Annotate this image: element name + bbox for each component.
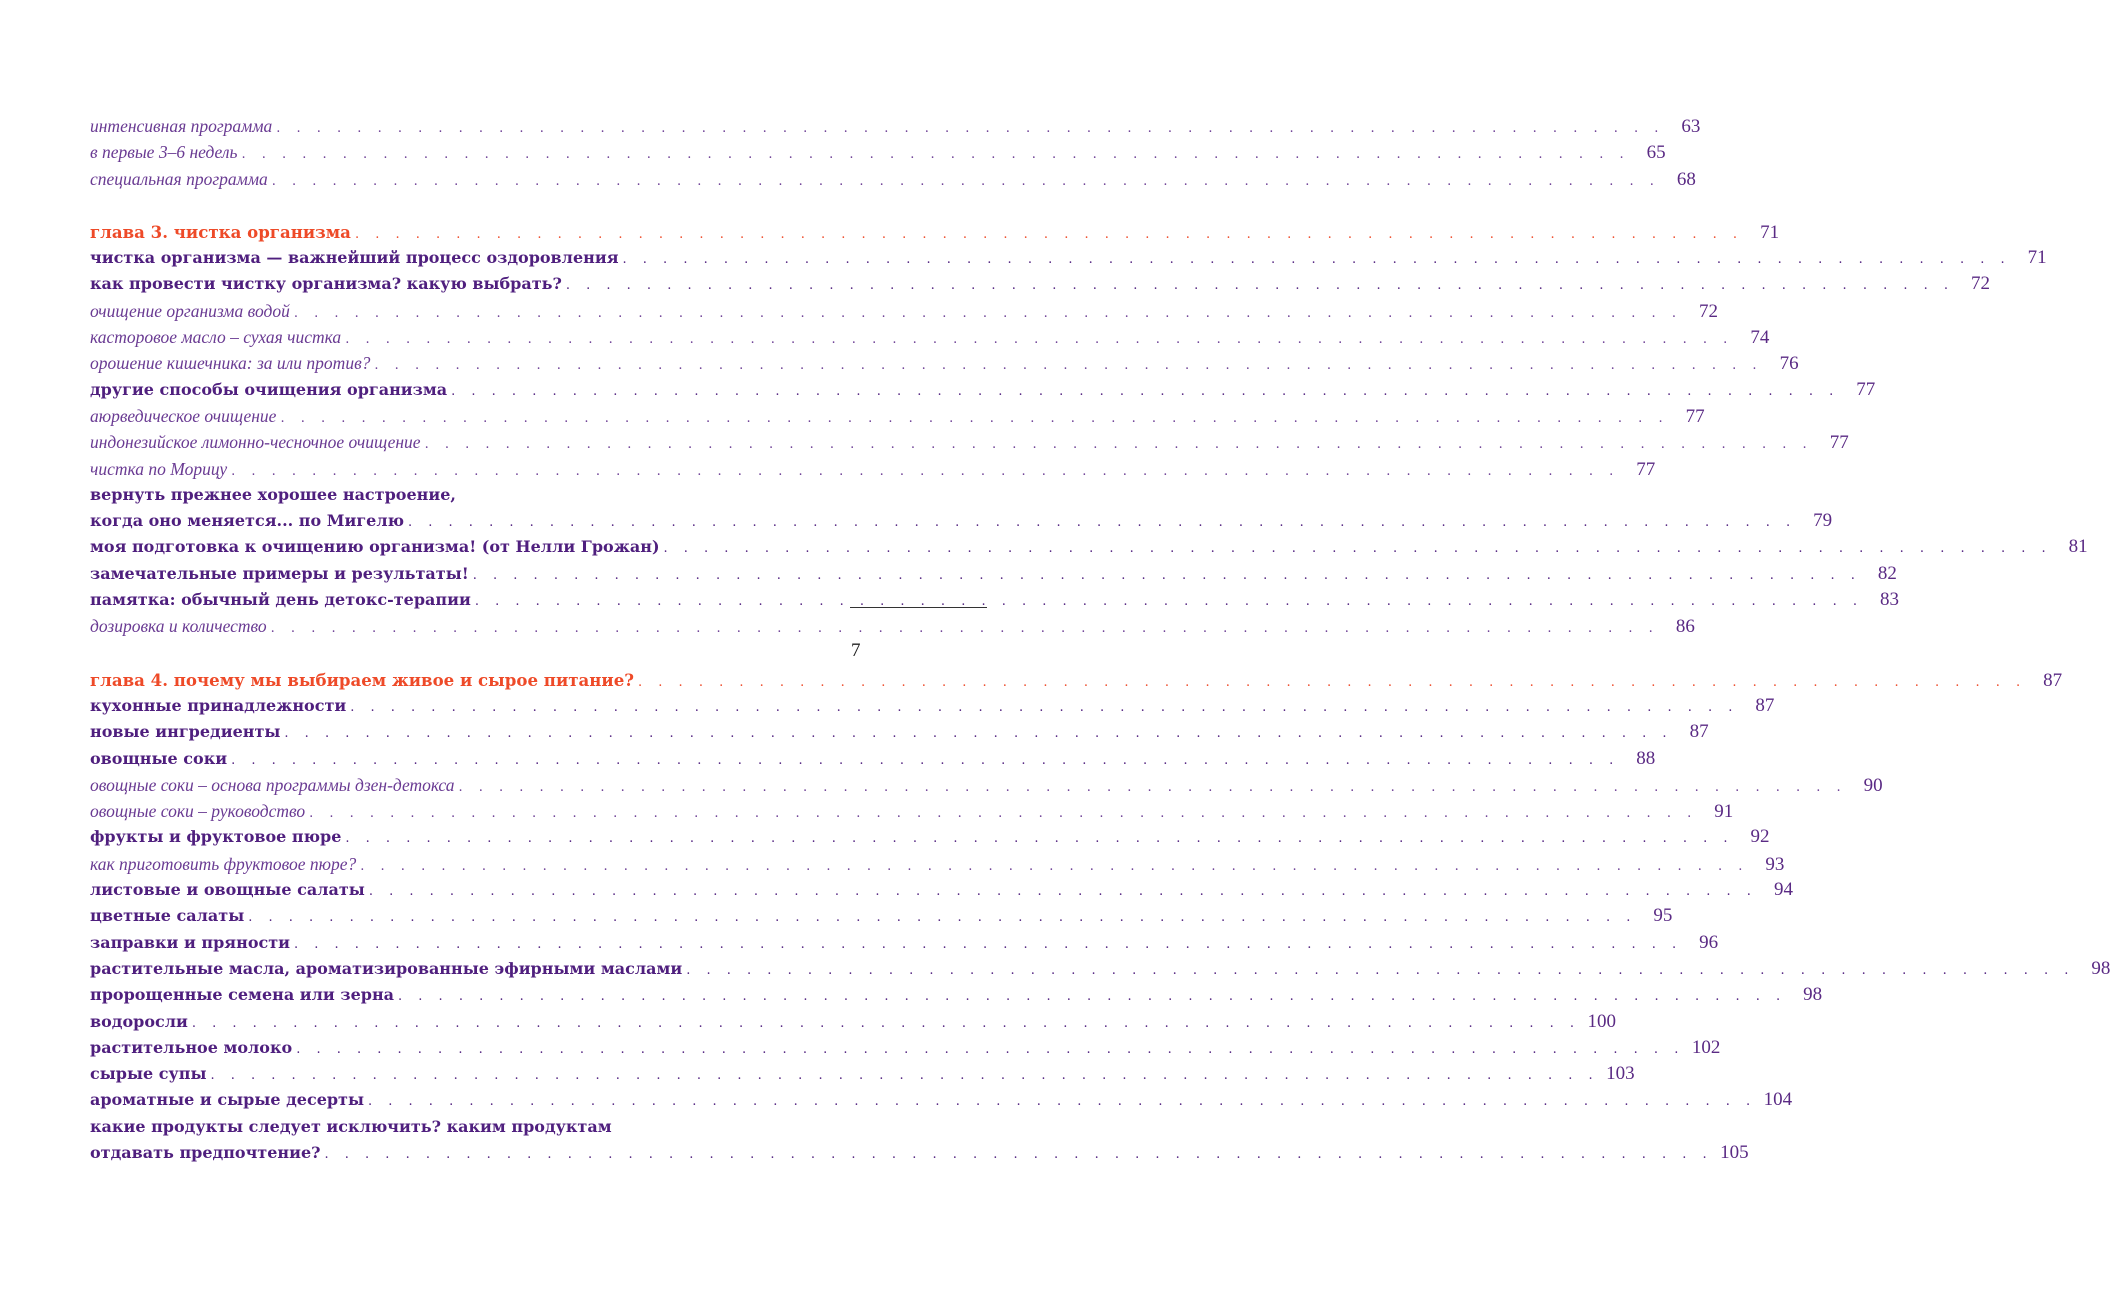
toc-entry-page: 77 [1636,458,1656,480]
toc-entry-page: 83 [1879,589,1899,611]
toc-entry[interactable] [90,482,798,508]
section-gap [90,640,798,667]
toc-entry-page: 86 [1675,616,1695,638]
toc-entry-page: 87 [1755,694,1775,716]
toc-entry-title: памятка: обычный день детокс-терапии [90,590,471,610]
dot-leader: . . . . . . . . . . . . . . . . . . . . . . . . . . . . . . . . . . . . . . . . . . . . . . . . . . . . . . . . . . . . . . . . . . . . . [374,358,1763,374]
toc-entry-title: интенсивная программа [90,116,273,136]
dot-leader: . . . . . . . . . . . . . . . . . . . . . . . . . . . . . . . . . . . . . . . . . . . . . . . . . . . . . . . . . . . . . . . . . . . . . [210,1068,1599,1084]
toc-entry[interactable] [90,693,1775,719]
toc-entry-title: касторовое масло – сухая чистка [90,327,342,348]
toc-entry-title: чистка организма — важнейший процесс оздоровления [90,248,619,268]
toc-entry-title: ароматные и сырые десерты [90,1090,365,1110]
toc-entry-page: 76 [1779,353,1799,375]
dot-leader: . . . . . . . . . . . . . . . . . . . . . . . . . . . . . . . . . . . . . . . . . . . . . . . . . . . . . . . . . . . . . . . . . . . . . [309,806,1698,822]
toc-entry-title: орошение кишечника: за или против? [90,353,371,374]
toc-entry-title: листовые и овощные салаты [90,880,365,900]
dot-leader: . . . . . . . . . . . . . . . . . . . . . . . . . . . . . . . . . . . . . . . . . . . . . . . . . . . . . . . . . . . . . . . . . . . . . [345,332,1734,348]
table-of-contents [90,113,2110,1166]
toc-entry-title: дозировка и количество [90,616,267,637]
toc-entry-page: 77 [1829,432,1849,454]
dot-leader: . . . . . . . . . . . . . . . . . . . . . . . . . . . . . . . . . . . . . . . . . . . . . . . . . . . . . . . . . . . . . . . . . . . . . [472,567,1861,583]
toc-entry[interactable] [90,534,2088,560]
toc-entry-title: глава 4. почему мы выбираем живое и сырое питание? [90,669,635,690]
toc-entry-page: 88 [1636,747,1656,769]
toc-entry-page: 105 [1720,1141,1749,1163]
toc-entry-title: глава 3. чистка организма [90,221,351,242]
dot-leader: . . . . . . . . . . . . . . . . . . . . . . . . . . . . . . . . . . . . . . . . . . . . . . . . . . . . . . . . . . . . . . . . . . . . . [451,383,1840,399]
dot-leader: . . . . . . . . . . . . . . . . . . . . . . . . . . . . . . . . . . . . . . . . . . . . . . . . . . . . . . . . . . . . . . . . . . . . . [284,726,1673,742]
toc-entry-title: очищение организма водой [90,300,290,321]
toc-entry-page: 104 [1763,1089,1793,1111]
dot-leader: . . . . . . . . . . . . . . . . . . . . . . . . . . . . . . . . . . . . . . . . . . . . . . . . . . . . . . . . . . . . . . . . . . . . . [270,621,1659,637]
toc-entry-page: 91 [1714,801,1734,823]
toc-entry[interactable] [90,403,1705,429]
toc-entry[interactable] [90,429,1849,455]
toc-entry-title: отдавать предпочтение? [90,1142,321,1162]
toc-entry-page: 87 [1689,721,1709,743]
toc-entry-page: 90 [1863,774,1883,796]
toc-entry-page: 103 [1606,1063,1635,1085]
toc-entry[interactable] [90,245,2047,271]
toc-entry[interactable] [90,587,1899,613]
toc-entry-page: 77 [1685,405,1705,427]
toc-entry-title: замечательные примеры и результаты! [90,563,469,583]
toc-entry[interactable] [90,1140,1749,1166]
toc-entry-title: заправки и пряности [90,932,291,952]
toc-entry-page: 71 [1760,221,1780,243]
toc-entry-title: пророщенные семена или зерна [90,985,395,1005]
toc-entry[interactable] [90,139,1666,165]
toc-entry-title: растительные масла, ароматизированные эфирными маслами [90,958,683,978]
toc-entry-page: 79 [1813,510,1833,532]
toc-entry[interactable] [90,1009,1617,1035]
toc-entry[interactable] [90,903,1673,929]
toc-entry-title: растительное молоко [90,1037,293,1057]
toc-entry-title: аюрведическое очищение [90,405,277,426]
toc-entry-page: 98 [1803,984,1823,1006]
toc-entry-page: 82 [1877,562,1897,584]
toc-entry[interactable] [90,456,1656,482]
toc-entry-title: водоросли [90,1011,188,1031]
toc-entry[interactable] [90,798,1734,824]
toc-entry-title: кухонные принадлежности [90,695,347,715]
toc-entry[interactable] [90,298,1718,324]
toc-entry[interactable] [90,113,1701,139]
toc-entry-title: в первые 3–6 недель [90,142,238,163]
dot-leader: . . . . . . . . . . . . . . . . . . . . . . . . . . . . . . . . . . . . . . . . . . . . . . . . . . . . . . . . . . . . . . . . . . . . . [271,173,1660,189]
toc-entry-title: вернуть прежнее хорошее настроение, [90,484,456,504]
toc-entry-page: 93 [1765,853,1785,875]
toc-entry-page: 68 [1676,168,1696,190]
dot-leader: . . . . . . . . . . . . . . . . . . . . . . . . . . . . . . . . . . . . . . . . . . . . . . . . . . . . . . . . . . . . . . . . . . . . . [474,594,1863,610]
toc-entry-page: 87 [2043,669,2063,691]
toc-entry-page: 74 [1750,327,1770,349]
margin-rule [850,607,987,608]
dot-leader: . . . . . . . . . . . . . . . . . . . . . . . . . . . . . . . . . . . . . . . . . . . . . . . . . . . . . . . . . . . . . . . . . . . . . [276,121,1665,136]
dot-leader: . . . . . . . . . . . . . . . . . . . . . . . . . . . . . . . . . . . . . . . . . . . . . . . . . . . . . . . . . . . . . . . . . . . . . [248,910,1637,926]
page-number: 7 [851,640,861,661]
dot-leader: . . . . . . . . . . . . . . . . . . . . . . . . . . . . . . . . . . . . . . . . . . . . . . . . . . . . . . . . . . . . . . . . . . . . . [368,884,1757,900]
toc-entry-title: овощные соки [90,748,228,768]
toc-entry[interactable] [90,1087,1793,1113]
toc-entry-title: сырые супы [90,1064,207,1084]
dot-leader: . . . . . . . . . . . . . . . . . . . . . . . . . . . . . . . . . . . . . . . . . . . . . . . . . . . . . . . . . . . . . . . . . . . . . [663,541,2052,557]
toc-entry-title: овощные соки – руководство [90,801,306,822]
toc-entry-title: чистка по Морицу [90,458,228,479]
toc-entry[interactable] [90,1114,798,1140]
dot-leader: . . . . . . . . . . . . . . . . . . . . . . . . . . . . . . . . . . . . . . . . . . . . . . . . . . . . . . . . . . . . . . . . . . . . . [345,831,1734,847]
dot-leader: . . . . . . . . . . . . . . . . . . . . . . . . . . . . . . . . . . . . . . . . . . . . . . . . . . . . . . . . . . . . . . . . . . . . . [565,278,1955,294]
toc-entry[interactable] [90,1061,1635,1087]
dot-leader: . . . . . . . . . . . . . . . . . . . . . . . . . . . . . . . . . . . . . . . . . . . . . . . . . . . . . . . . . . . . . . . . . . . . . [360,858,1749,874]
toc-entry-title: цветные салаты [90,906,245,926]
toc-entry[interactable] [90,561,1897,587]
toc-entry-title: новые ингредиенты [90,722,281,742]
toc-entry-title: другие способы очищения организма [90,379,448,399]
toc-entry[interactable] [90,1035,1721,1061]
toc-entry[interactable] [90,877,1793,903]
dot-leader: . . . . . . . . . . . . . . . . . . . . . . . . . . . . . . . . . . . . . . . . . . . . . . . . . . . . . . . . . . . . . . . . . . . . . [622,252,2011,268]
section-gap [90,192,798,219]
toc-entry[interactable] [90,350,1799,376]
dot-leader: . . . . . . . . . . . . . . . . . . . . . . . . . . . . . . . . . . . . . . . . . . . . . . . . . . . . . . . . . . . . . . . . . . . . . [294,936,1683,952]
dot-leader: . . . . . . . . . . . . . . . . . . . . . . . . . . . . . . . . . . . . . . . . . . . . . . . . . . . . . . . . . . . . . . . . . . . . . [368,1094,1757,1110]
toc-entry[interactable] [90,746,1656,772]
toc-entry-page: 95 [1653,905,1673,927]
dot-leader: . . . . . . . . . . . . . . . . . . . . . . . . . . . . . . . . . . . . . . . . . . . . . . . . . . . . . . . . . . . . . . . . . . . . . [191,1015,1581,1031]
dot-leader: . . . . . . . . . . . . . . . . . . . . . . . . . . . . . . . . . . . . . . . . . . . . . . . . . . . . . . . . . . . . . . . . . . . . . [458,779,1847,795]
toc-entry-title: овощные соки – основа программы дзен-детокса [90,774,455,795]
toc-entry-page: 63 [1681,116,1701,137]
toc-entry-page: 77 [1856,378,1876,400]
toc-chapter-heading[interactable] [90,219,1780,245]
toc-entry-page: 100 [1587,1010,1617,1032]
toc-entry[interactable] [90,982,1823,1008]
toc-entry[interactable] [90,271,1991,297]
toc-entry-page: 96 [1699,931,1719,953]
toc-entry-page: 94 [1773,879,1793,901]
toc-entry-page: 102 [1691,1036,1721,1058]
dot-leader: . . . . . . . . . . . . . . . . . . . . . . . . . . . . . . . . . . . . . . . . . . . . . . . . . . . . . . . . . . . . . . . . . . . . . [296,1041,1685,1057]
toc-entry-page: 72 [1698,300,1718,322]
dot-leader: . . . . . . . . . . . . . . . . . . . . . . . . . . . . . . . . . . . . . . . . . . . . . . . . . . . . . . . . . . . . . . . . . . . . . [324,1146,1713,1162]
toc-entry[interactable] [90,166,1696,192]
toc-entry-title: какие продукты следует исключить? каким продуктам [90,1116,612,1136]
toc-chapter-heading[interactable] [90,667,2063,693]
dot-leader: . . . . . . . . . . . . . . . . . . . . . . . . . . . . . . . . . . . . . . . . . . . . . . . . . . . . . . . . . . . . . . . . . . . . . [354,226,1744,242]
toc-entry-page: 92 [1750,826,1770,848]
toc-entry-title: когда оно меняется... по Мигелю [90,511,405,531]
dot-leader: . . . . . . . . . . . . . . . . . . . . . . . . . . . . . . . . . . . . . . . . . . . . . . . . . . . . . . . . . . . . . . . . . . . . . [638,674,2027,690]
toc-entry[interactable] [90,613,1695,639]
toc-entry[interactable] [90,324,1770,350]
toc-entry[interactable] [90,719,1709,745]
toc-entry[interactable] [90,772,1883,798]
toc-entry-page: 72 [1971,273,1991,295]
dot-leader: . . . . . . . . . . . . . . . . . . . . . . . . . . . . . . . . . . . . . . . . . . . . . . . . . . . . . . . . . . . . . . . . . . . . . [408,515,1797,531]
toc-entry[interactable] [90,508,1833,534]
dot-leader: . . . . . . . . . . . . . . . . . . . . . . . . . . . . . . . . . . . . . . . . . . . . . . . . . . . . . . . . . . . . . . . . . . . . . [398,989,1787,1005]
dot-leader: . . . . . . . . . . . . . . . . . . . . . . . . . . . . . . . . . . . . . . . . . . . . . . . . . . . . . . . . . . . . . . . . . . . . . [424,437,1813,453]
toc-entry-page: 81 [2068,536,2088,558]
toc-entry[interactable] [90,377,1876,403]
toc-entry-title: моя подготовка к очищению организма! (от Нелли Грожан) [90,537,660,557]
toc-entry-title: индонезийское лимонно-чесночное очищение [90,432,421,453]
toc-entry[interactable] [90,824,1770,850]
toc-entry-title: фрукты и фруктовое пюре [90,827,342,847]
toc-entry[interactable] [90,956,2110,982]
dot-leader: . . . . . . . . . . . . . . . . . . . . . . . . . . . . . . . . . . . . . . . . . . . . . . . . . . . . . . . . . . . . . . . . . . . . . [241,147,1630,163]
toc-entry-page: 98 [2091,957,2110,979]
dot-leader: . . . . . . . . . . . . . . . . . . . . . . . . . . . . . . . . . . . . . . . . . . . . . . . . . . . . . . . . . . . . . . . . . . . . . [280,410,1669,426]
dot-leader: . . . . . . . . . . . . . . . . . . . . . . . . . . . . . . . . . . . . . . . . . . . . . . . . . . . . . . . . . . . . . . . . . . . . . [686,962,2075,978]
dot-leader: . . . . . . . . . . . . . . . . . . . . . . . . . . . . . . . . . . . . . . . . . . . . . . . . . . . . . . . . . . . . . . . . . . . . . [293,305,1682,321]
toc-entry[interactable] [90,851,1785,877]
toc-entry-title: специальная программа [90,168,268,189]
dot-leader: . . . . . . . . . . . . . . . . . . . . . . . . . . . . . . . . . . . . . . . . . . . . . . . . . . . . . . . . . . . . . . . . . . . . . [231,752,1620,768]
dot-leader: . . . . . . . . . . . . . . . . . . . . . . . . . . . . . . . . . . . . . . . . . . . . . . . . . . . . . . . . . . . . . . . . . . . . . [231,463,1620,479]
dot-leader: . . . . . . . . . . . . . . . . . . . . . . . . . . . . . . . . . . . . . . . . . . . . . . . . . . . . . . . . . . . . . . . . . . . . . [350,699,1739,715]
toc-entry-page: 65 [1646,142,1666,164]
toc-entry-title: как приготовить фруктовое пюре? [90,853,357,874]
toc-entry-title: как провести чистку организма? какую выбрать? [90,274,562,294]
toc-entry-page: 71 [2027,247,2047,269]
toc-entry[interactable] [90,930,1719,956]
